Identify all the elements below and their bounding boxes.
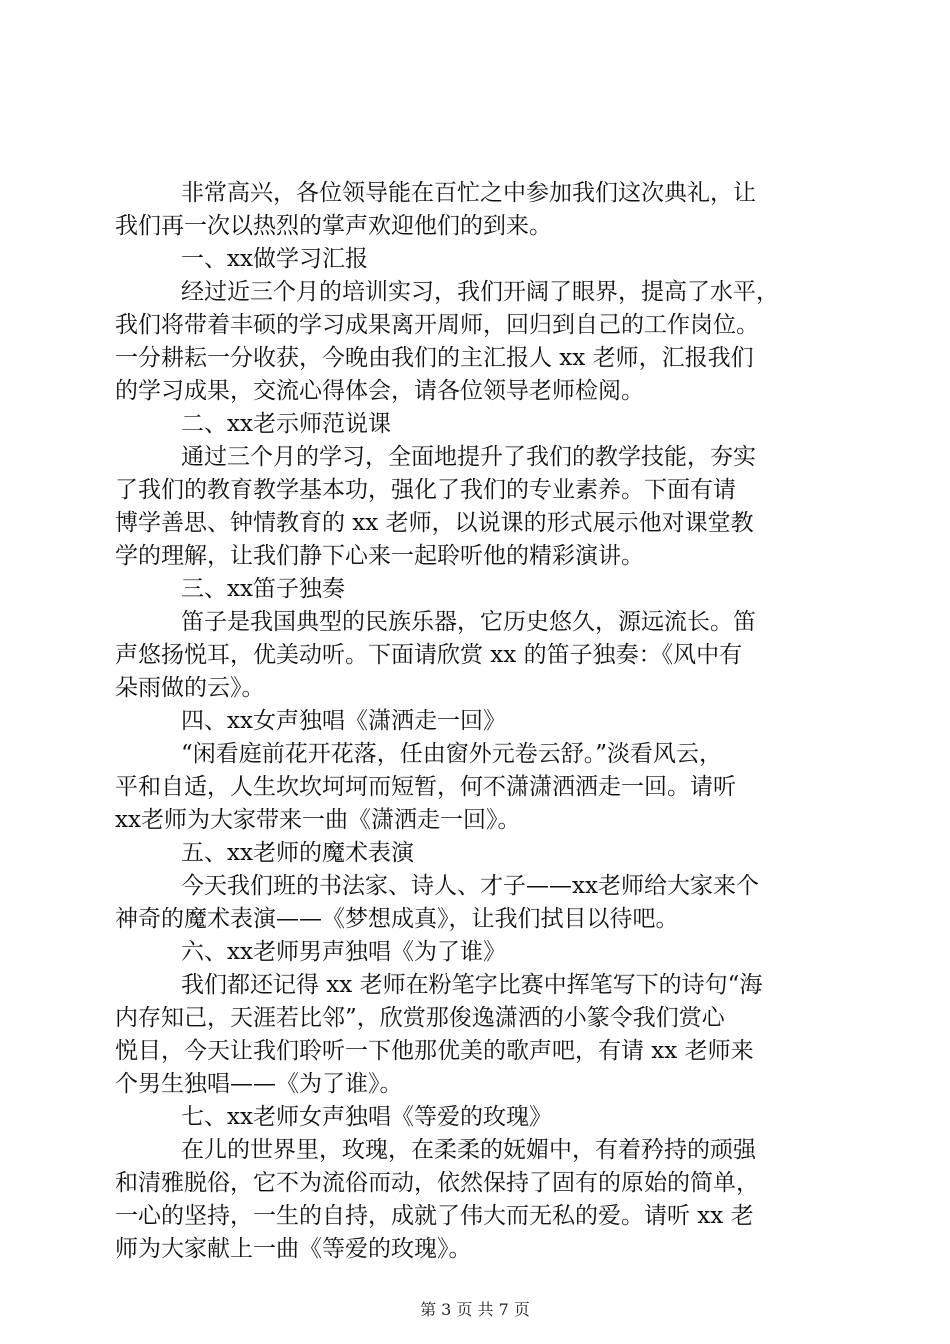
text-line: 神奇的魔术表演——《梦想成真》，让我们拭目以待吧。 <box>115 906 679 932</box>
text-line: 通过三个月的学习，全面地提升了我们的教学技能，夯实 <box>181 444 756 470</box>
text-line: 我们都还记得 xx 老师在粉笔字比赛中挥笔写下的诗句“海 <box>181 972 763 998</box>
text-line: 五、xx老师的魔术表演 <box>181 840 414 866</box>
text-line: 的学习成果，交流心得体会，请各位领导老师检阅。 <box>115 378 644 404</box>
text-line: 我们再一次以热烈的掌声欢迎他们的到来。 <box>115 213 552 239</box>
text-line: 和清雅脱俗，它不为流俗而动，依然保持了固有的原始的简单， <box>115 1170 759 1196</box>
text-line: 学的理解，让我们静下心来一起聆听他的精彩演讲。 <box>115 543 644 569</box>
text-line: 朵雨做的云》。 <box>115 675 265 701</box>
text-line: 悦目，今天让我们聆听一下他那优美的歌声吧，有请 xx 老师来 <box>115 1038 754 1064</box>
text-line: 经过近三个月的培训实习，我们开阔了眼界，提高了水平， <box>181 279 779 305</box>
text-line: 四、xx女声独唱《潇洒走一回》 <box>181 708 506 734</box>
text-line: 三、xx笛子独奏 <box>181 576 345 602</box>
text-line: 我们将带着丰硕的学习成果离开周师，回归到自己的工作岗位。 <box>115 312 759 338</box>
page-footer: 第 3 页 共 7 页 <box>420 1300 530 1319</box>
text-line: 二、xx老示师范说课 <box>181 411 391 437</box>
text-line: 个男生独唱——《为了谁》。 <box>115 1071 403 1097</box>
text-line: 声悠扬悦耳，优美动听。下面请欣赏 xx 的笛子独奏：《风中有 <box>115 642 743 668</box>
text-line: 非常高兴，各位领导能在百忙之中参加我们这次典礼，让 <box>181 180 756 206</box>
text-line: 在儿的世界里，玫瑰，在柔柔的妩媚中，有着矜持的顽强 <box>181 1137 756 1163</box>
text-line: 博学善思、钟情教育的 xx 老师，以说课的形式展示他对课堂教 <box>115 510 754 536</box>
text-line: “闲看庭前花开花落，任由窗外元卷云舒。”淡看风云， <box>181 741 723 767</box>
text-line: 了我们的教育教学基本功，强化了我们的专业素养。下面有请 <box>115 477 736 503</box>
text-line: 一、xx做学习汇报 <box>181 246 368 272</box>
text-line: 平和自适，人生坎坎坷坷而短暂，何不潇潇洒洒走一回。请听 <box>115 774 736 800</box>
text-line: 师为大家献上一曲《等爱的玫瑰》。 <box>115 1236 472 1262</box>
text-line: 六、xx老师男声独唱《为了谁》 <box>181 939 506 965</box>
text-line: xx老师为大家带来一曲《潇洒走一回》。 <box>115 807 521 833</box>
text-line: 七、xx老师女声独唱《等爱的玫瑰》 <box>181 1104 552 1130</box>
text-line: 一心的坚持，一生的自持，成就了伟大而无私的爱。请听 xx 老 <box>115 1203 754 1229</box>
text-line: 内存知己，天涯若比邻”，欣赏那俊逸潇洒的小篆令我们赏心 <box>115 1005 725 1031</box>
text-line: 一分耕耘一分收获，今晚由我们的主汇报人 xx 老师，汇报我们 <box>115 345 754 371</box>
text-line: 笛子是我国典型的民族乐器，它历史悠久，源远流长。笛 <box>181 609 756 635</box>
text-line: 今天我们班的书法家、诗人、才子——xx老师给大家来个 <box>181 873 759 899</box>
document-body <box>115 177 837 1266</box>
